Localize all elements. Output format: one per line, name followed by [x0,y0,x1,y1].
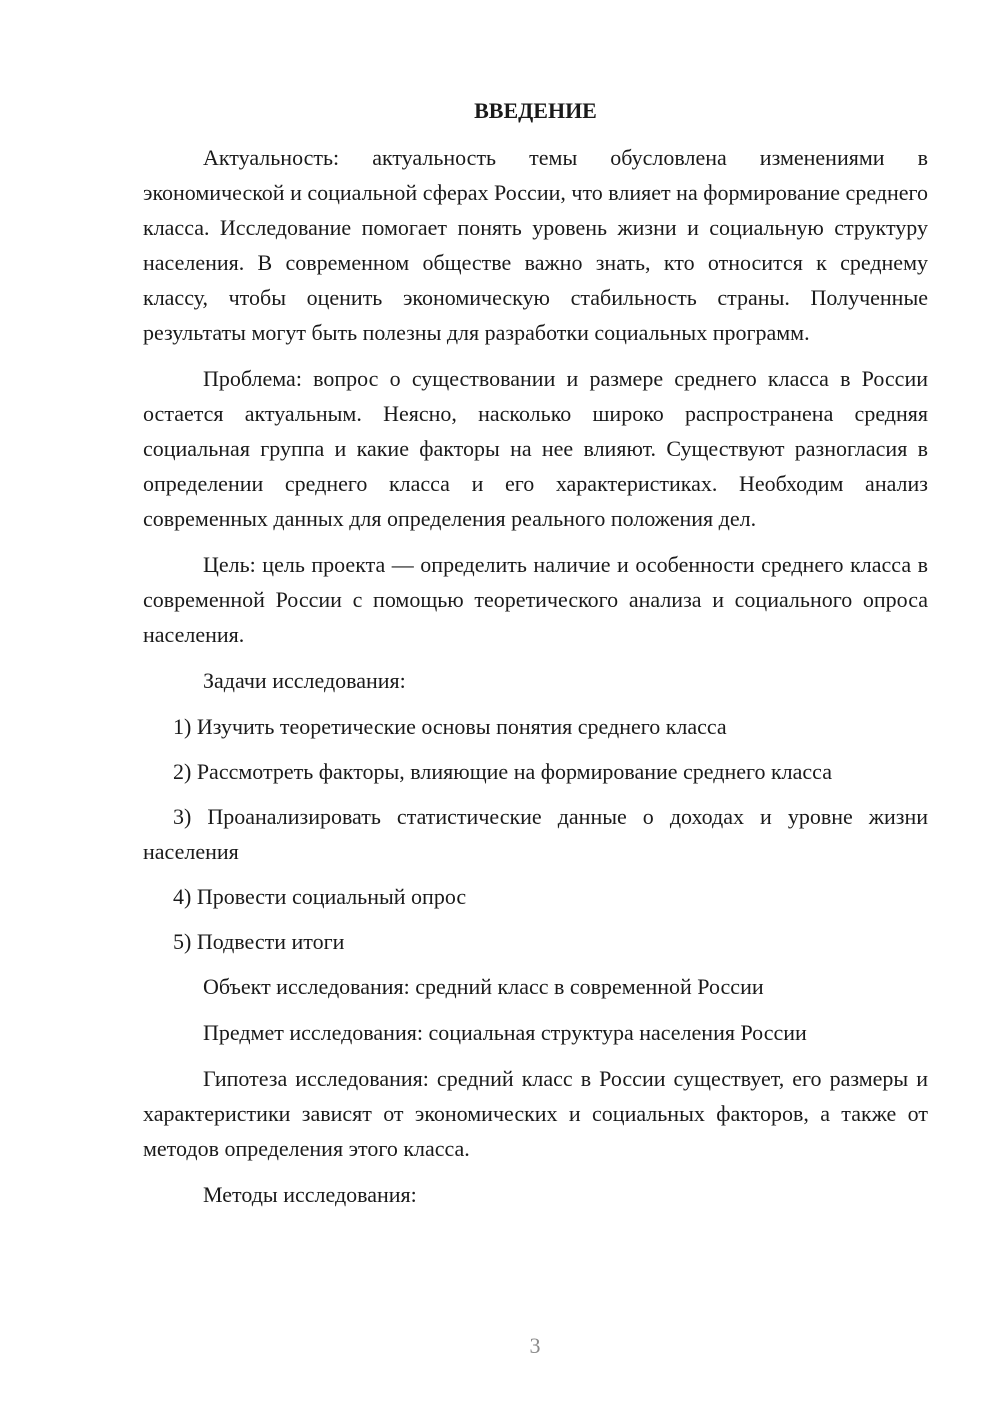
task-item-4: 4) Провести социальный опрос [173,884,467,909]
paragraph-goal: Цель: цель проекта — определить наличие и особенности среднего класса в современной России с помощью теоретического анализа и социального опроса населения. [143,552,928,647]
paragraph-subject: Предмет исследования: социальная структура населения России [203,1020,807,1045]
paragraph-relevance: Актуальность: актуальность темы обусловлена изменениями в экономической и социальной сферах России, что влияет на формирование среднего класса. Исследование помогает понять уровень жизни и социальную структуру населения. В современном обществе важно знать, кто относится к среднему классу, чтобы оценить экономическую стабильность страны. Полученные результаты могут быть полезны для разработки социальных программ. [143,145,928,345]
section-title: ВВЕДЕНИЕ [474,98,597,123]
paragraph-tasks-heading: Задачи исследования: [203,668,406,693]
task-item-2: 2) Рассмотреть факторы, влияющие на формирование среднего класса [173,759,832,784]
page-content [143,96,928,1223]
task-item-5: 5) Подвести итоги [173,929,345,954]
paragraph-object: Объект исследования: средний класс в современной России [203,974,764,999]
paragraph-methods: Методы исследования: [203,1182,417,1207]
task-item-3: 3) Проанализировать статистические данные о доходах и уровне жизни населения [143,804,928,864]
paragraph-hypothesis: Гипотеза исследования: средний класс в России существует, его размеры и характеристики зависят от экономических и социальных факторов, а также от методов определения этого класса. [143,1066,928,1161]
task-item-1: 1) Изучить теоретические основы понятия среднего класса [173,714,727,739]
paragraph-problem: Проблема: вопрос о существовании и размере среднего класса в России остается актуальным. Неясно, насколько широко распространена средняя социальная группа и какие факторы на нее влияют. Существуют разногласия в определении среднего класса и его характеристиках. Необходим анализ современных данных для определения реального положения дел. [143,366,928,531]
page-number: 3 [529,1333,541,1358]
